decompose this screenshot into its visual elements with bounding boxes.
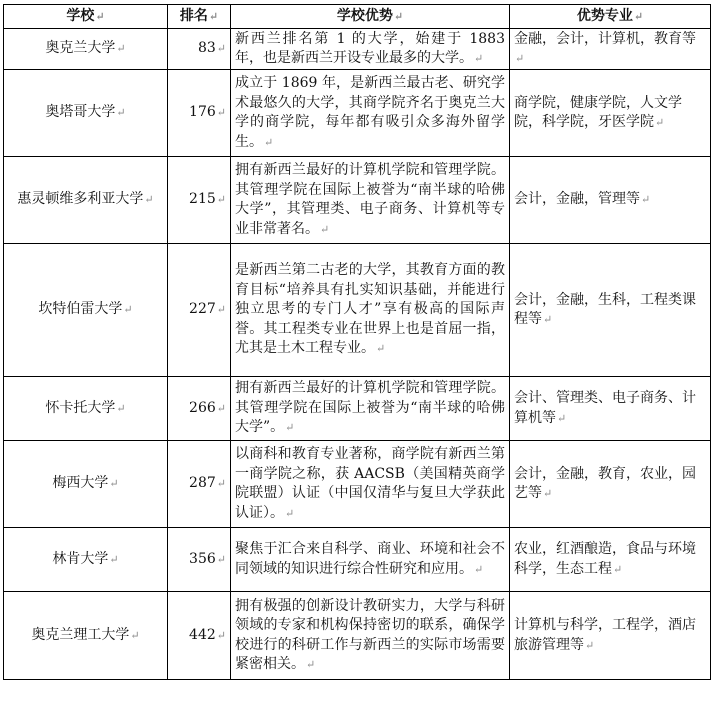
paragraph-mark: ↵ [216,477,226,491]
cell-school-text: 坎特伯雷大学 [38,301,123,318]
cell-advantage [231,157,510,244]
cell-advantage-wrap [235,261,505,359]
cell-school [4,29,168,70]
cell-majors-wrap [514,291,706,330]
cell-majors-wrap [514,389,706,428]
cell-majors [510,592,711,680]
cell-rank-text: 266 [189,399,216,416]
cell-majors-wrap [514,465,706,504]
paragraph-mark: ↵ [633,9,644,23]
paragraph-mark: ↵ [116,106,126,120]
cell-advantage-text: 成立于 1869 年，是新西兰最古老、研究学术最悠久的大学，其商学院齐名于奥克兰大学的商学院，每年都有吸引众多海外留学生。 [235,75,505,150]
paragraph-mark: ↵ [655,116,665,129]
cell-school-text: 惠灵顿维多利亚大学 [17,191,144,208]
paragraph-mark: ↵ [216,628,226,642]
cell-majors [510,29,711,70]
cell-rank [168,29,231,70]
table-body [4,29,711,680]
paragraph-mark: ↵ [285,506,295,520]
cell-advantage-text: 拥有极强的创新设计教研实力，大学与科研领域的专家和机构保持密切的联系，确保学校进行的科研工作与新西兰的实际市场需要紧密相关。 [235,597,505,672]
cell-school-text: 梅西大学 [52,475,109,492]
cell-advantage-wrap [235,74,505,152]
table-row [4,29,711,70]
paragraph-mark: ↵ [95,9,105,23]
cell-rank-text: 176 [189,104,216,121]
cell-advantage [231,70,510,157]
cell-majors-text: 会计，金融，教育，农业，园艺等 [514,465,696,501]
paragraph-mark: ↵ [216,193,226,207]
cell-majors-wrap [514,30,706,69]
cell-school-text: 奥克兰大学 [45,40,116,57]
cell-majors-text: 会计，金融，管理等 [514,191,640,208]
paragraph-mark: ↵ [264,135,274,149]
paragraph-mark: ↵ [393,9,404,23]
cell-majors [510,70,711,157]
cell-advantage [231,441,510,528]
paragraph-mark: ↵ [543,313,553,326]
paragraph-mark: ↵ [216,303,226,317]
header-advantage: 学校优势↵ [231,5,510,29]
table-row [4,70,711,157]
paragraph-mark: ↵ [557,411,567,425]
cell-school [4,528,168,592]
cell-school [4,377,168,441]
cell-advantage [231,528,510,592]
cell-advantage-text: 拥有新西兰最好的计算机学院和管理学院。其管理学院在国际上被誉为“南半球的哈佛大学”，其管理类、电子商务、计算机等专业非常著名。 [235,162,505,237]
header-rank: 排名↵ [168,5,231,29]
cell-school [4,244,168,377]
cell-majors-text: 金融，会计，计算机，教育等 [514,30,696,47]
cell-advantage-text: 新西兰排名第 1 的大学，始建于 1883 年，也是新西兰开设专业最多的大学。 [235,30,505,66]
cell-rank [168,157,231,244]
cell-school [4,70,168,157]
cell-school-text: 林肯大学 [52,550,109,567]
cell-rank [168,528,231,592]
cell-advantage-wrap [235,30,505,69]
paragraph-mark: ↵ [585,638,595,652]
cell-majors [510,244,711,377]
cell-rank-text: 83 [197,40,216,57]
cell-majors-wrap [514,94,706,133]
cell-school [4,592,168,680]
cell-advantage-wrap [235,540,505,579]
table-row [4,528,711,592]
cell-majors [510,157,711,244]
paragraph-mark: ↵ [641,193,651,207]
paragraph-mark: ↵ [109,477,119,491]
paragraph-mark: ↵ [123,303,133,317]
cell-advantage [231,244,510,377]
cell-advantage-wrap [235,161,505,239]
cell-rank-text: 442 [189,626,216,643]
cell-rank [168,377,231,441]
paragraph-mark: ↵ [320,222,330,236]
paragraph-mark: ↵ [376,342,386,356]
cell-advantage [231,29,510,70]
paragraph-mark: ↵ [474,52,484,65]
paragraph-mark: ↵ [144,193,154,207]
cell-rank [168,70,231,157]
cell-school-text: 怀卡托大学 [45,399,116,416]
header-school: 学校↵ [4,5,168,29]
cell-majors-text: 农业，红酒酿造，食品与环境科学，生态工程 [514,541,696,577]
cell-advantage-text: 是新西兰第二古老的大学，其教育方面的教育目标“培养具有扎实知识基础，并能进行独立思考的专门人才”享有极高的国际声誉。其工程类专业在世界上也是首屈一指，尤其是土木工程专业。 [235,262,505,357]
paragraph-mark: ↵ [613,562,623,576]
cell-majors-text: 会计、管理类、电子商务、计算机等 [514,390,696,426]
cell-rank [168,441,231,528]
cell-advantage-wrap [235,379,505,438]
cell-advantage [231,592,510,680]
cell-school [4,157,168,244]
cell-majors [510,377,711,441]
paragraph-mark: ↵ [208,9,219,23]
cell-majors-wrap [514,616,706,655]
cell-school-text: 奥塔哥大学 [45,104,116,121]
cell-rank [168,592,231,680]
cell-advantage [231,377,510,441]
paragraph-mark: ↵ [109,552,119,566]
cell-majors-text: 计算机与科学，工程学，酒店旅游管理等 [514,617,696,653]
table-row [4,157,711,244]
paragraph-mark: ↵ [216,106,226,120]
cell-rank [168,244,231,377]
cell-advantage-text: 以商科和教育专业著称，商学院有新西兰第一商学院之称，获 AACSB（美国精英商学院联盟）认证（中国仅清华与复旦大学获此认证）。 [235,446,505,521]
paragraph-mark: ↵ [216,552,226,566]
cell-majors-wrap [514,540,706,579]
paragraph-mark: ↵ [116,401,126,415]
table-row [4,592,711,680]
cell-advantage-wrap [235,597,505,675]
cell-majors-text: 商学院，健康学院，人文学院，科学院，牙医学院 [514,94,682,130]
universities-table [3,4,711,680]
cell-advantage-text: 拥有新西兰最好的计算机学院和管理学院。其管理学院在国际上被誉为“南半球的哈佛大学”。 [235,380,505,436]
paragraph-mark: ↵ [543,487,553,500]
cell-school [4,441,168,528]
cell-majors [510,441,711,528]
cell-rank-text: 227 [189,301,216,318]
paragraph-mark: ↵ [306,658,316,671]
table-row [4,441,711,528]
cell-majors [510,528,711,592]
cell-majors-wrap [514,190,706,210]
cell-advantage-text: 聚焦于汇合来自科学、商业、环境和社会不同领域的知识进行综合性研究和应用。 [235,541,505,577]
paragraph-mark: ↵ [116,42,126,56]
table-row [4,244,711,377]
table-row [4,377,711,441]
paragraph-mark: ↵ [130,628,140,642]
paragraph-mark: ↵ [216,401,226,415]
header-majors: 优势专业↵ [510,5,711,29]
cell-rank-text: 356 [189,550,216,567]
cell-school-text: 奥克兰理工大学 [31,626,130,643]
cell-advantage-wrap [235,445,505,523]
cell-majors-text: 会计，金融，生科，工程类课程等 [514,291,696,327]
paragraph-mark: ↵ [216,42,226,56]
cell-rank-text: 287 [189,475,216,492]
paragraph-mark: ↵ [474,562,484,576]
paragraph-mark: ↵ [285,421,295,435]
paragraph-mark: ↵ [515,52,525,65]
cell-rank-text: 215 [189,191,216,208]
table-header-row [4,5,711,29]
